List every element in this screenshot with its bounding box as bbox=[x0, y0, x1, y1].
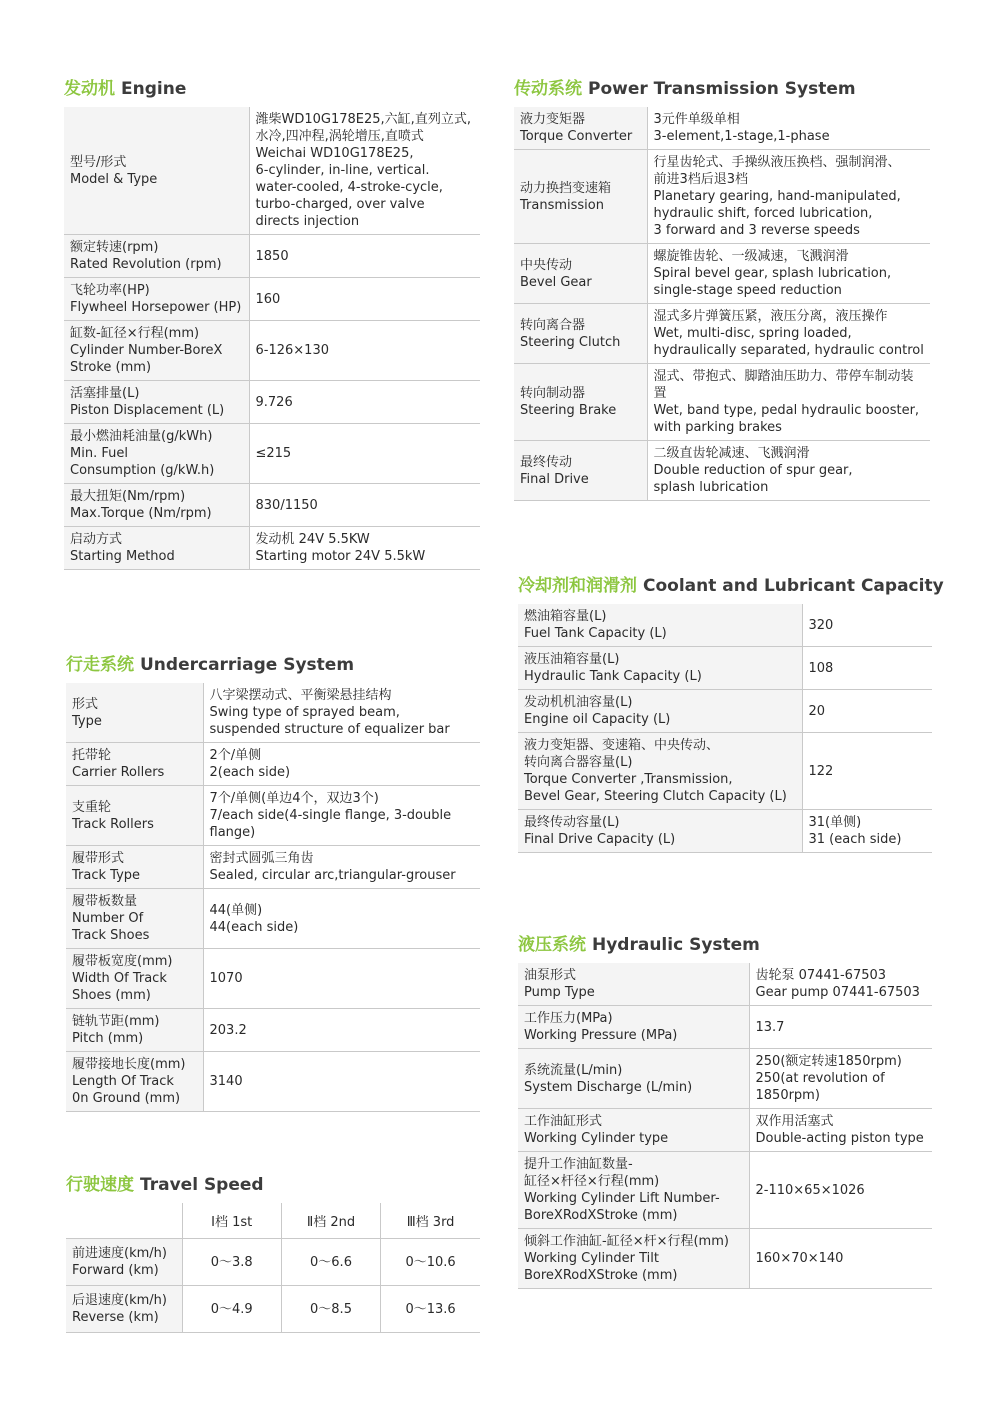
spec-label-zh: 飞轮功率(HP) bbox=[70, 283, 150, 298]
spec-label-zh: 履带板宽度(mm) bbox=[72, 954, 173, 969]
reverse-2nd-value: 0～8.5 bbox=[281, 1286, 380, 1333]
spec-label-zh: 缸数-缸径×行程(mm) bbox=[70, 326, 200, 341]
spec-value-line: 螺旋锥齿轮、一级减速，飞溅润滑 bbox=[653, 249, 849, 264]
spec-value-line: 1850 bbox=[255, 248, 289, 264]
spec-label-zh: 最终传动 bbox=[520, 454, 573, 470]
spec-row bbox=[514, 150, 930, 244]
spec-row bbox=[514, 107, 930, 150]
spec-row bbox=[64, 235, 480, 278]
spec-row bbox=[518, 647, 932, 690]
spec-value-line: 9.726 bbox=[255, 394, 293, 410]
spec-value-line: hydraulic shift, forced lubrication, bbox=[653, 206, 873, 221]
spec-label-en: Steering Clutch bbox=[520, 334, 621, 350]
spec-value-line: ≤215 bbox=[255, 446, 292, 461]
spec-label bbox=[64, 381, 249, 424]
spec-value-line: 2-110×65×1026 bbox=[755, 1182, 865, 1198]
spec-value-line: 122 bbox=[808, 763, 834, 779]
spec-value-line: turbo-charged, over valve bbox=[255, 197, 425, 212]
spec-label bbox=[514, 441, 647, 501]
spec-value-line: 7个/单侧(单边4个，双边3个) bbox=[209, 791, 379, 806]
spec-value-line: 水冷,四冲程,涡轮增压,直喷式 bbox=[255, 129, 424, 144]
spec-value bbox=[249, 278, 480, 321]
undercarriage-title: 行走系统 Undercarriage System bbox=[66, 655, 355, 675]
spec-value-line: 3-element,1-stage,1-phase bbox=[653, 129, 830, 144]
spec-label-zh: 最大扭矩(Nm/rpm) bbox=[70, 489, 186, 504]
coolant-table bbox=[518, 604, 932, 853]
spec-row bbox=[514, 304, 930, 364]
spec-label-zh: 液力变矩器、变速箱、中央传动、 转向离合器容量(L) bbox=[524, 738, 720, 770]
spec-label-zh: 转向离合器 bbox=[520, 317, 586, 333]
spec-value-line: water-cooled, 4-stroke-cycle, bbox=[255, 180, 443, 195]
spec-label-en: System Discharge (L/min) bbox=[524, 1079, 693, 1095]
spec-label-zh: 发动机机油容量(L) bbox=[524, 695, 633, 710]
spec-value-line: 108 bbox=[808, 660, 834, 676]
undercarriage-table bbox=[66, 683, 480, 1112]
spec-value bbox=[749, 1229, 932, 1289]
spec-value-line: Gear pump 07441-67503 bbox=[755, 985, 920, 1000]
spec-label bbox=[66, 786, 203, 846]
spec-value-line: 203.2 bbox=[209, 1022, 247, 1038]
spec-label-zh: 提升工作油缸数量- 缸径×杆径×行程(mm) bbox=[524, 1157, 660, 1189]
spec-label-en: Carrier Rollers bbox=[72, 765, 165, 780]
spec-row bbox=[66, 743, 480, 786]
spec-label-en: Width Of Track Shoes (mm) bbox=[72, 971, 167, 1003]
spec-value bbox=[203, 949, 480, 1009]
spec-label-en: Torque Converter bbox=[520, 129, 633, 144]
spec-value-line: 潍柴WD10G178E25,六缸,直列立式, bbox=[255, 112, 471, 127]
spec-label-en: Cylinder Number-BoreX Stroke (mm) bbox=[70, 343, 223, 375]
spec-label bbox=[518, 810, 802, 853]
spec-label-zh: 链轨节距(mm) bbox=[72, 1014, 160, 1029]
spec-label bbox=[66, 1052, 203, 1112]
spec-row bbox=[518, 733, 932, 810]
spec-label bbox=[518, 647, 802, 690]
spec-value-line: Weichai WD10G178E25, bbox=[255, 146, 414, 161]
spec-label bbox=[64, 278, 249, 321]
spec-value-line: 160 bbox=[255, 291, 281, 307]
spec-value bbox=[802, 810, 932, 853]
spec-label-en: Length Of Track 0n Ground (mm) bbox=[72, 1074, 181, 1106]
spec-value bbox=[802, 733, 932, 810]
spec-label-en: Working Pressure (MPa) bbox=[524, 1028, 678, 1043]
spec-value bbox=[203, 889, 480, 949]
spec-label-en: Model & Type bbox=[70, 171, 158, 187]
spec-row bbox=[66, 1052, 480, 1112]
spec-row bbox=[518, 690, 932, 733]
spec-value-line: Wet, band type, pedal hydraulic booster, bbox=[653, 403, 920, 418]
spec-label bbox=[64, 424, 249, 484]
forward-3rd-value: 0～10.6 bbox=[381, 1239, 480, 1286]
spec-value bbox=[749, 1152, 932, 1229]
spec-value bbox=[749, 963, 932, 1006]
gear-1st-header: Ⅰ档 1st bbox=[182, 1203, 281, 1239]
spec-value-line: directs injection bbox=[255, 214, 360, 229]
spec-value-line: 20 bbox=[808, 703, 826, 719]
spec-label bbox=[66, 1009, 203, 1052]
spec-row bbox=[518, 1152, 932, 1229]
spec-label-en: Final Drive Capacity (L) bbox=[524, 832, 676, 847]
spec-label-zh: 油泵形式 bbox=[524, 968, 577, 983]
spec-label-en: Working Cylinder type bbox=[524, 1131, 669, 1146]
spec-label bbox=[514, 364, 647, 441]
travel-speed-header-row bbox=[66, 1203, 480, 1239]
spec-label-en: Steering Brake bbox=[520, 403, 617, 418]
spec-label bbox=[66, 683, 203, 743]
spec-value bbox=[749, 1109, 932, 1152]
spec-value-line: 前进3档后退3档 bbox=[653, 172, 749, 187]
spec-value-line: 250(at revolution of 1850rpm) bbox=[755, 1071, 885, 1103]
spec-value bbox=[203, 1009, 480, 1052]
spec-label-zh: 最小燃油耗油量(g/kWh) bbox=[70, 429, 213, 444]
reverse-speed-row bbox=[66, 1286, 480, 1333]
spec-label-zh: 燃油箱容量(L) bbox=[524, 609, 607, 624]
spec-label-zh: 系统流量(L/min) bbox=[524, 1062, 623, 1078]
spec-label-en: Flywheel Horsepower (HP) bbox=[70, 300, 242, 315]
spec-label-zh: 托带轮 bbox=[72, 748, 112, 763]
spec-value bbox=[749, 1049, 932, 1109]
spec-label-zh: 型号/形式 bbox=[70, 154, 127, 170]
spec-label-en: Torque Converter ,Transmission, Bevel Gear, Steering Clutch Capacity (L) bbox=[524, 772, 787, 804]
spec-value-line: 行星齿轮式、手操纵液压换档、强制润滑、 bbox=[653, 155, 901, 170]
spec-label bbox=[64, 107, 249, 235]
spec-value-line: 齿轮泵 07441-67503 bbox=[755, 968, 887, 983]
spec-value-line: 44(单侧) bbox=[209, 902, 263, 918]
spec-label bbox=[518, 1006, 749, 1049]
transmission-table bbox=[514, 107, 930, 501]
spec-value-line: 湿式、带抱式、脚踏油压助力、带停车制动装置 bbox=[653, 369, 914, 401]
spec-value-line: 44(each side) bbox=[209, 919, 299, 935]
spec-label bbox=[66, 743, 203, 786]
spec-label-en: Hydraulic Tank Capacity (L) bbox=[524, 669, 702, 684]
spec-value-line: 7/each side(4-single flange, 3-double flange) bbox=[209, 808, 452, 840]
spec-value bbox=[203, 743, 480, 786]
spec-value bbox=[249, 381, 480, 424]
spec-value bbox=[203, 1052, 480, 1112]
spec-value-line: 二级直齿轮减速、飞溅润滑 bbox=[653, 446, 810, 461]
spec-label-en: Rated Revolution (rpm) bbox=[70, 257, 222, 272]
spec-value-line: single-stage speed reduction bbox=[653, 283, 842, 298]
transmission-section bbox=[514, 74, 930, 501]
spec-value-line: 320 bbox=[808, 617, 834, 633]
engine-title: 发动机 Engine bbox=[64, 79, 187, 99]
spec-value-line: Swing type of sprayed beam, bbox=[209, 705, 400, 720]
spec-row bbox=[64, 424, 480, 484]
spec-row bbox=[514, 441, 930, 501]
spec-label bbox=[514, 244, 647, 304]
spec-value bbox=[749, 1006, 932, 1049]
spec-label-en: Final Drive bbox=[520, 471, 589, 487]
spec-label-en: Fuel Tank Capacity (L) bbox=[524, 626, 667, 641]
spec-value-line: 13.7 bbox=[755, 1019, 785, 1035]
spec-value-line: 3元件单级单相 bbox=[653, 112, 740, 127]
spec-row bbox=[64, 484, 480, 527]
spec-row bbox=[518, 1229, 932, 1289]
spec-label bbox=[64, 484, 249, 527]
forward-speed-label: 前进速度(km/h) Forward (km) bbox=[66, 1239, 182, 1286]
coolant-title: 冷却剂和润滑剂 Coolant and Lubricant Capacity bbox=[518, 576, 944, 596]
gear-3rd-header: Ⅲ档 3rd bbox=[381, 1203, 480, 1239]
spec-value-line: splash lubrication bbox=[653, 480, 769, 495]
spec-label bbox=[66, 846, 203, 889]
spec-label bbox=[64, 321, 249, 381]
spec-value-line: 160×70×140 bbox=[755, 1251, 844, 1266]
spec-row bbox=[66, 683, 480, 743]
spec-row bbox=[518, 963, 932, 1006]
spec-label-zh: 工作压力(MPa) bbox=[524, 1011, 613, 1026]
reverse-speed-label: 后退速度(km/h) Reverse (km) bbox=[66, 1286, 182, 1333]
spec-value bbox=[802, 647, 932, 690]
spec-label-zh: 工作油缸形式 bbox=[524, 1114, 603, 1129]
spec-row bbox=[518, 1109, 932, 1152]
spec-label-zh: 履带板数量 bbox=[72, 894, 138, 909]
spec-label-zh: 中央传动 bbox=[520, 257, 573, 273]
spec-label-zh: 额定转速(rpm) bbox=[70, 240, 159, 255]
travel-speed-section bbox=[66, 1170, 480, 1333]
spec-label-zh: 履带接地长度(mm) bbox=[72, 1057, 186, 1072]
spec-label bbox=[66, 949, 203, 1009]
spec-value-line: 1070 bbox=[209, 971, 243, 986]
spec-label bbox=[514, 107, 647, 150]
spec-value-line: 密封式圆弧三角齿 bbox=[209, 851, 314, 866]
reverse-3rd-value: 0～13.6 bbox=[381, 1286, 480, 1333]
spec-row bbox=[66, 949, 480, 1009]
spec-value bbox=[647, 150, 930, 244]
spec-row bbox=[66, 846, 480, 889]
spec-value bbox=[802, 690, 932, 733]
spec-label-zh: 最终传动容量(L) bbox=[524, 815, 620, 830]
spec-label bbox=[518, 1049, 749, 1109]
spec-row bbox=[514, 364, 930, 441]
spec-label bbox=[518, 690, 802, 733]
spec-value-line: 31(单侧) bbox=[808, 815, 862, 830]
spec-label-en: Transmission bbox=[520, 197, 604, 213]
spec-label-en: Pitch (mm) bbox=[72, 1031, 144, 1046]
spec-value-line: Starting motor 24V 5.5kW bbox=[255, 549, 426, 564]
spec-row bbox=[518, 1049, 932, 1109]
travel-speed-title: 行驶速度 Travel Speed bbox=[66, 1175, 264, 1195]
spec-row bbox=[66, 786, 480, 846]
coolant-section bbox=[518, 571, 944, 853]
spec-label-en: Bevel Gear bbox=[520, 274, 592, 290]
spec-label-en: Track Rollers bbox=[72, 816, 154, 832]
spec-value-line: 3140 bbox=[209, 1074, 243, 1089]
spec-label-zh: 液力变矩器 bbox=[520, 112, 586, 127]
spec-value bbox=[647, 364, 930, 441]
spec-row bbox=[66, 889, 480, 949]
travel-speed-corner-cell bbox=[66, 1203, 182, 1239]
spec-label bbox=[514, 150, 647, 244]
spec-value-line: 250(额定转速1850rpm) bbox=[755, 1054, 902, 1069]
spec-value-line: Wet, multi-disc, spring loaded, bbox=[653, 326, 852, 341]
spec-value-line: 发动机 24V 5.5KW bbox=[255, 532, 370, 547]
spec-label bbox=[518, 963, 749, 1006]
spec-label-en: Track Type bbox=[72, 868, 141, 883]
spec-value bbox=[647, 244, 930, 304]
spec-value-line: Double-acting piston type bbox=[755, 1131, 924, 1146]
spec-label-en: Max.Torque (Nm/rpm) bbox=[70, 506, 212, 521]
spec-value bbox=[647, 441, 930, 501]
spec-label-zh: 活塞排量(L) bbox=[70, 386, 140, 401]
spec-value bbox=[802, 604, 932, 647]
spec-value bbox=[203, 846, 480, 889]
undercarriage-section bbox=[66, 650, 480, 1112]
spec-label-en: Type bbox=[72, 713, 102, 729]
spec-value bbox=[249, 107, 480, 235]
spec-label-zh: 支重轮 bbox=[72, 799, 112, 815]
spec-row bbox=[64, 321, 480, 381]
spec-label-zh: 液压油箱容量(L) bbox=[524, 652, 620, 667]
engine-table bbox=[64, 107, 480, 570]
spec-value bbox=[647, 107, 930, 150]
spec-label bbox=[64, 235, 249, 278]
spec-row bbox=[514, 244, 930, 304]
spec-value-line: suspended structure of equalizer bar bbox=[209, 722, 450, 737]
spec-label bbox=[518, 604, 802, 647]
spec-row bbox=[518, 1006, 932, 1049]
spec-value-line: 2(each side) bbox=[209, 765, 291, 780]
spec-label bbox=[518, 1229, 749, 1289]
spec-value bbox=[249, 527, 480, 570]
spec-value bbox=[249, 424, 480, 484]
spec-row bbox=[518, 810, 932, 853]
transmission-title: 传动系统 Power Transmission System bbox=[514, 79, 856, 99]
spec-label-en: Engine oil Capacity (L) bbox=[524, 712, 671, 727]
spec-label-en: Piston Displacement (L) bbox=[70, 403, 225, 418]
spec-value-line: Double reduction of spur gear, bbox=[653, 463, 853, 478]
forward-2nd-value: 0～6.6 bbox=[281, 1239, 380, 1286]
spec-value-line: with parking brakes bbox=[653, 420, 782, 435]
spec-label-en: Pump Type bbox=[524, 985, 595, 1000]
spec-label-zh: 形式 bbox=[72, 696, 99, 712]
spec-value bbox=[647, 304, 930, 364]
gear-2nd-header: Ⅱ档 2nd bbox=[281, 1203, 380, 1239]
spec-value-line: 31 (each side) bbox=[808, 832, 902, 847]
spec-row bbox=[64, 527, 480, 570]
spec-value-line: 2个/单侧 bbox=[209, 748, 262, 763]
spec-label-zh: 倾斜工作油缸-缸径×杆×行程(mm) bbox=[524, 1234, 729, 1249]
spec-label-en: Min. Fuel Consumption (g/kW.h) bbox=[70, 446, 215, 478]
forward-speed-row bbox=[66, 1239, 480, 1286]
spec-value-line: 八字梁摆动式、平衡梁悬挂结构 bbox=[209, 688, 392, 703]
spec-label-en: Working Cylinder Lift Number- BoreXRodXStroke (mm) bbox=[524, 1191, 720, 1223]
spec-value-line: hydraulically separated, hydraulic control bbox=[653, 343, 924, 358]
spec-value-line: 830/1150 bbox=[255, 497, 318, 513]
forward-1st-value: 0～3.8 bbox=[182, 1239, 281, 1286]
spec-label-en: Number Of Track Shoes bbox=[72, 911, 150, 943]
spec-value-line: 3 forward and 3 reverse speeds bbox=[653, 223, 860, 238]
engine-section bbox=[64, 74, 480, 570]
spec-value-line: Spiral bevel gear, splash lubrication, bbox=[653, 266, 892, 281]
spec-value bbox=[249, 235, 480, 278]
spec-value-line: 6-126×130 bbox=[255, 343, 329, 358]
spec-row bbox=[64, 107, 480, 235]
spec-label bbox=[518, 1152, 749, 1229]
travel-speed-table bbox=[66, 1203, 480, 1333]
hydraulic-table bbox=[518, 963, 932, 1289]
hydraulic-section bbox=[518, 930, 932, 1289]
spec-value bbox=[203, 786, 480, 846]
spec-label-en: Starting Method bbox=[70, 549, 175, 564]
spec-label bbox=[66, 889, 203, 949]
spec-value-line: 双作用活塞式 bbox=[755, 1114, 834, 1129]
spec-value-line: 6-cylinder, in-line, vertical. bbox=[255, 163, 430, 178]
spec-value bbox=[203, 683, 480, 743]
hydraulic-title: 液压系统 Hydraulic System bbox=[518, 935, 760, 955]
spec-label-zh: 动力换挡变速箱 bbox=[520, 180, 612, 196]
spec-label bbox=[518, 1109, 749, 1152]
spec-value-line: Sealed, circular arc,triangular-grouser bbox=[209, 868, 456, 883]
spec-label-zh: 履带形式 bbox=[72, 851, 125, 866]
spec-label bbox=[514, 304, 647, 364]
spec-row bbox=[64, 381, 480, 424]
spec-row bbox=[64, 278, 480, 321]
spec-value bbox=[249, 321, 480, 381]
spec-label bbox=[518, 733, 802, 810]
reverse-1st-value: 0～4.9 bbox=[182, 1286, 281, 1333]
spec-row bbox=[66, 1009, 480, 1052]
spec-label-zh: 启动方式 bbox=[70, 532, 123, 547]
spec-row bbox=[518, 604, 932, 647]
spec-label-en: Working Cylinder Tilt BoreXRodXStroke (mm) bbox=[524, 1251, 678, 1283]
spec-label bbox=[64, 527, 249, 570]
spec-value-line: Planetary gearing, hand-manipulated, bbox=[653, 189, 901, 204]
spec-label-zh: 转向制动器 bbox=[520, 386, 586, 401]
spec-value-line: 湿式多片弹簧压紧，液压分离，液压操作 bbox=[653, 309, 888, 324]
spec-value bbox=[249, 484, 480, 527]
